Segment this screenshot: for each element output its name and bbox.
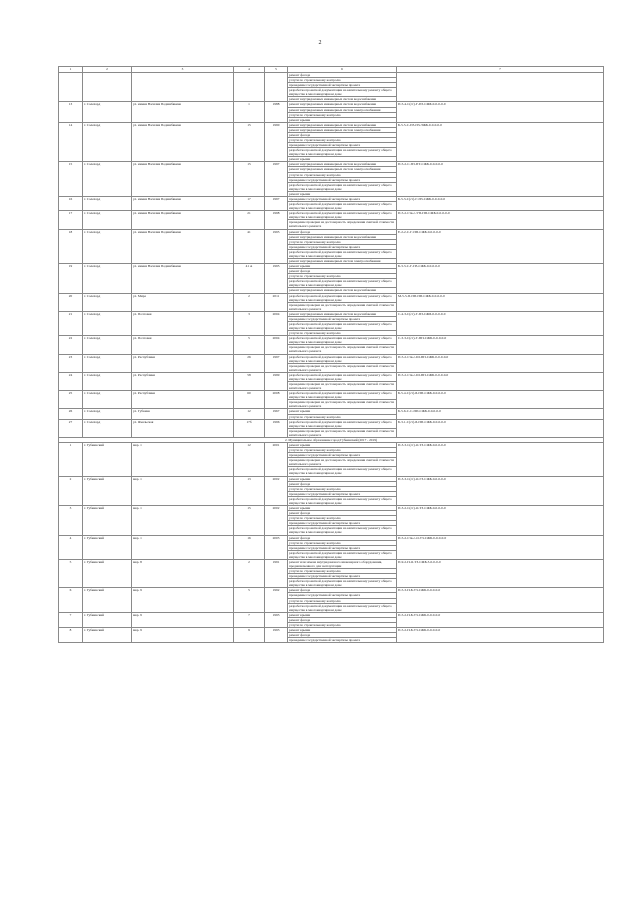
- work-type-cell: услуги по строительному контролю: [288, 516, 397, 521]
- work-type-cell: услуги по строительному контролю: [288, 540, 397, 545]
- year-cell: 2002: [265, 506, 288, 535]
- year-cell: 2011: [265, 293, 288, 311]
- table-row: [59, 391, 604, 400]
- work-type-cell: ремонт крыши: [288, 117, 397, 122]
- year-cell: 2002: [265, 476, 288, 505]
- city-cell: г. Губкинский: [83, 612, 132, 627]
- work-type-cell: ремонт крыши: [288, 476, 397, 481]
- year-cell: 1995: [265, 229, 288, 264]
- building-code-cell: П-5-4-С(ст)-Г-П3-СЖБ-0-0-0-0-0: [397, 102, 604, 122]
- house-cell: 15: [234, 506, 265, 535]
- work-type-cell: проведение государственной экспертизы проекта: [288, 491, 397, 496]
- work-type-cell: разработка проектной документации на капитальному ремонту общего имущества в многоквартирном доме: [288, 419, 397, 428]
- record-number: 16: [59, 196, 83, 210]
- work-type-cell: проведение государственной экспертизы проекта: [288, 574, 397, 579]
- work-type-cell: ремонт крыши: [288, 443, 397, 448]
- record-number: 3: [59, 506, 83, 535]
- record-number: 1: [59, 443, 83, 477]
- work-type-cell: разработка проектной документации на капитальному ремонту общего имущества в многоквартирном доме: [288, 550, 397, 559]
- work-type-cell: ремонт крыши: [288, 612, 397, 617]
- house-cell: 5: [234, 336, 265, 354]
- work-type-cell: ремонт внутридомовых инженерных систем электроснабжения: [288, 258, 397, 263]
- table-row: [59, 559, 604, 568]
- house-cell: 2: [234, 293, 265, 311]
- house-cell: 41 А: [234, 264, 265, 293]
- record-number: 21: [59, 311, 83, 335]
- year-cell: 2004: [265, 336, 288, 354]
- work-type-cell: ремонт внутридомовых инженерных систем водоснабжения: [288, 162, 397, 167]
- house-cell: 58: [234, 372, 265, 390]
- record-number: 20: [59, 293, 83, 311]
- work-type-cell: проведение проверки на достоверность определения сметной стоимости капитального ремонта: [288, 363, 397, 372]
- work-type-cell: ремонт внутридомовых инженерных систем водоснабжения: [288, 234, 397, 239]
- street-cell: ул. имени Василия Подшибякина: [132, 122, 234, 162]
- city-cell: г. Салехард: [83, 372, 132, 390]
- record-number: 13: [59, 102, 83, 122]
- work-type-cell: ремонт фасада: [288, 481, 397, 486]
- work-type-cell: ремонт внутридомовых инженерных систем водоснабжения: [288, 288, 397, 293]
- city-cell: г. Салехард: [83, 229, 132, 264]
- work-type-cell: услуги по строительному контролю: [288, 274, 397, 279]
- building-code-cell: П-5-2-П-Б-ТЗ-СЖБ-0-0-0-0-0: [397, 627, 604, 642]
- work-type-cell: услуги по строительному контролю: [288, 448, 397, 453]
- year-cell: 1992: [265, 588, 288, 612]
- work-type-cell: ремонт внутридомовых инженерных систем электроснабжения: [288, 167, 397, 172]
- city-cell: г. Губкинский: [83, 559, 132, 587]
- year-cell: 2001: [265, 443, 288, 477]
- record-number: 17: [59, 211, 83, 229]
- work-type-cell: проведение государственной экспертизы проекта: [288, 196, 397, 201]
- record-number: 14: [59, 122, 83, 162]
- city-cell: г. Губкинский: [83, 506, 132, 535]
- street-cell: мкр. 1: [132, 443, 234, 477]
- building-code-cell: Б-5-3-С(ст)-Г-П3-СЖБ-0-0-0-0-0: [397, 196, 604, 210]
- street-cell: мкр. 9: [132, 627, 234, 642]
- work-type-cell: услуги по строительному контролю: [288, 138, 397, 143]
- house-cell: [234, 73, 265, 102]
- work-type-cell: услуги по строительному контролю: [288, 239, 397, 244]
- work-type-cell: проведение государственной экспертизы проекта: [288, 244, 397, 249]
- city-cell: г. Салехард: [83, 336, 132, 354]
- work-type-cell: услуги по строительному контролю: [288, 331, 397, 336]
- year-cell: 1995: [265, 264, 288, 293]
- work-type-cell: разработка проектной документации на капитальному ремонту общего имущества в многоквартирном доме: [288, 148, 397, 157]
- building-code-cell: С-3-3-С(ст)-Г-ПП-СЖБ-0-0-0-0-0: [397, 336, 604, 354]
- building-code-cell: М-5-5-П-ПП-ПП-СЖБ-0-0-0-0-0: [397, 293, 604, 311]
- street-cell: ул. Мира: [132, 293, 234, 311]
- year-cell: 2003: [265, 535, 288, 559]
- house-cell: 15: [234, 162, 265, 197]
- work-type-cell: разработка проектной документации на капитальному ремонту общего имущества в многоквартирном доме: [288, 279, 397, 288]
- city-cell: г. Губкинский: [83, 588, 132, 612]
- building-code-cell: П-5-2-Ств-с-Ш-ПП-СЖБ-0-0-0-0-0: [397, 372, 604, 390]
- work-type-cell: услуги по строительному контролю: [288, 112, 397, 117]
- house-cell: 17б: [234, 419, 265, 437]
- work-type-cell: проведение проверки на достоверность определения сметной стоимости капитального ремонта: [288, 400, 397, 409]
- year-cell: 1990: [265, 122, 288, 162]
- table-row: [59, 211, 604, 220]
- work-type-cell: разработка проектной документации на капитальному ремонту общего имущества в многоквартирном доме: [288, 202, 397, 211]
- work-type-cell: проведение государственной экспертизы проекта: [288, 521, 397, 526]
- year-cell: 1997: [265, 354, 288, 372]
- header-cell: 5: [265, 67, 288, 73]
- record-number: 5: [59, 559, 83, 587]
- header-cell: 2: [83, 67, 132, 73]
- street-cell: мкр. 1: [132, 476, 234, 505]
- header-cell: 6: [288, 67, 397, 73]
- street-cell: мкр. 9: [132, 612, 234, 627]
- building-code-cell: П-9-2-П-О-ТЗ-СЖБ-3-0-0-0-0: [397, 559, 604, 587]
- work-type-cell: услуги по строительному контролю: [288, 622, 397, 627]
- city-cell: г. Салехард: [83, 122, 132, 162]
- record-number: [59, 73, 83, 102]
- work-type-cell: услуги по строительному контролю: [288, 172, 397, 177]
- city-cell: г. Салехард: [83, 196, 132, 210]
- work-type-cell: проведение государственной экспертизы проекта: [288, 316, 397, 321]
- work-type-cell: разработка проектной документации на капитальному ремонту общего имущества в многоквартирном доме: [288, 293, 397, 302]
- work-type-cell: разработка проектной документации на капитальному ремонту общего имущества в многоквартирном доме: [288, 579, 397, 588]
- work-type-cell: услуги по строительному контролю: [288, 598, 397, 603]
- record-number: 19: [59, 264, 83, 293]
- city-cell: г. Салехард: [83, 419, 132, 437]
- work-type-cell: ремонт крыши: [288, 191, 397, 196]
- work-type-cell: ремонт внутридомовых инженерных систем электроснабжения: [288, 127, 397, 132]
- house-cell: 16: [234, 535, 265, 559]
- record-number: 23: [59, 354, 83, 372]
- table-row: [59, 102, 604, 107]
- header-cell: 3: [132, 67, 234, 73]
- city-cell: г. Салехард: [83, 293, 132, 311]
- work-type-cell: разработка проектной документации на капитальному ремонту общего имущества в многоквартирном доме: [288, 526, 397, 535]
- street-cell: мкр. 8: [132, 559, 234, 587]
- work-type-cell: разработка проектной документации на капитальному ремонту общего имущества в многоквартирном доме: [288, 211, 397, 220]
- city-cell: г. Губкинский: [83, 535, 132, 559]
- building-code-cell: П-5-2-П-Б-ТЗ-СЖБ-0-0-0-0-0: [397, 612, 604, 627]
- building-code-cell: Б-3-3-С-Г-П3-СЖБ-0-0-0-0-0: [397, 264, 604, 293]
- record-number: 24: [59, 372, 83, 390]
- house-cell: 12: [234, 409, 265, 419]
- street-cell: ул. Почтовая: [132, 311, 234, 335]
- building-code-cell: Б-5-6-С-С-ПП-СЖБ-0-0-0-0-0: [397, 409, 604, 419]
- record-number: 25: [59, 391, 83, 409]
- work-type-cell: проведение государственной экспертизы проекта: [288, 593, 397, 598]
- house-cell: 5: [234, 588, 265, 612]
- street-cell: мкр. 1: [132, 535, 234, 559]
- street-cell: [132, 73, 234, 102]
- street-cell: мкр. 9: [132, 588, 234, 612]
- city-cell: г. Салехард: [83, 102, 132, 122]
- record-number: 15: [59, 162, 83, 197]
- building-code-cell: П-3-3-С(ст)-О-ТЗ-СЖБ-0-0-0-0-0: [397, 443, 604, 477]
- record-number: 6: [59, 588, 83, 612]
- building-code-cell: Б-3-1-С(ст)-Б-ПП-СЖБ-0-0-0-0-0: [397, 419, 604, 437]
- house-cell: 60: [234, 391, 265, 409]
- work-type-cell: ремонт крыши: [288, 627, 397, 632]
- repair-register-table: [58, 66, 604, 643]
- building-code-cell: Б-5-5-С-П3-ПЗ-ЭЖБ-0-0-0-0-0: [397, 122, 604, 162]
- work-type-cell: проведение государственной экспертизы проекта: [288, 545, 397, 550]
- year-cell: 1993: [265, 627, 288, 642]
- work-type-cell: ремонт крыши: [288, 264, 397, 269]
- work-type-cell: разработка проектной документации на капитальному ремонту общего имущества в многоквартирном доме: [288, 467, 397, 476]
- year-cell: 1997: [265, 162, 288, 197]
- work-type-cell: проведение проверки на достоверность определения сметной стоимости капитального ремонта: [288, 302, 397, 311]
- street-cell: ул. Республики: [132, 391, 234, 409]
- work-type-cell: ремонт крыши: [288, 157, 397, 162]
- record-number: 26: [59, 409, 83, 419]
- work-type-cell: проведение государственной экспертизы проекта: [288, 143, 397, 148]
- city-cell: г. Салехард: [83, 354, 132, 372]
- building-code-cell: Б-5-4-С(ст)-Б-ПП-СЖБ-0-0-0-0-0: [397, 391, 604, 409]
- table-row: [59, 354, 604, 363]
- work-type-cell: ремонт фасада: [288, 511, 397, 516]
- work-type-cell: проведение проверки на достоверность определения сметной стоимости капитального ремонта: [288, 382, 397, 391]
- table-row: [59, 196, 604, 201]
- city-cell: [83, 73, 132, 102]
- city-cell: г. Салехард: [83, 162, 132, 197]
- house-cell: 2: [234, 559, 265, 587]
- street-cell: ул. Ямальская: [132, 419, 234, 437]
- work-type-cell: ремонт фасада: [288, 633, 397, 638]
- house-cell: 17: [234, 196, 265, 210]
- city-cell: г. Губкинский: [83, 627, 132, 642]
- work-type-cell: услуги по строительному контролю: [288, 486, 397, 491]
- table-row: [59, 372, 604, 381]
- work-type-cell: проведение проверки на достоверность определения сметной стоимости капитального ремонта: [288, 220, 397, 229]
- table-row: [59, 336, 604, 345]
- building-code-cell: П-5-2-Ств-с-УП-ПП-СЖБ-0-0-0-0-0: [397, 211, 604, 229]
- street-cell: ул. Республики: [132, 354, 234, 372]
- header-cell: 1: [59, 67, 83, 73]
- work-type-cell: ремонт внутридомовых инженерных систем водоснабжения: [288, 122, 397, 127]
- record-number: 4: [59, 535, 83, 559]
- building-code-cell: [397, 73, 604, 102]
- city-cell: г. Губкинский: [83, 443, 132, 477]
- table-row: [59, 311, 604, 316]
- year-cell: 1991: [265, 559, 288, 587]
- city-cell: г. Салехард: [83, 391, 132, 409]
- house-cell: 26: [234, 354, 265, 372]
- record-number: 2: [59, 476, 83, 505]
- year-cell: 1998: [265, 211, 288, 229]
- work-type-cell: ремонт фасада: [288, 73, 397, 78]
- work-type-cell: ремонт крыши: [288, 409, 397, 414]
- city-cell: г. Губкинский: [83, 476, 132, 505]
- year-cell: 1997: [265, 196, 288, 210]
- record-number: 18: [59, 229, 83, 264]
- work-type-cell: разработка проектной документации на капитальному ремонту общего имущества в многоквартирном доме: [288, 249, 397, 258]
- house-cell: 7: [234, 612, 265, 627]
- city-cell: г. Салехард: [83, 211, 132, 229]
- table-row: [59, 293, 604, 302]
- street-cell: ул. имени Василия Подшибякина: [132, 229, 234, 264]
- building-code-cell: С-4-3-С(ст)-Г-ПЗ-СЖБ-0-0-0-0-0: [397, 311, 604, 335]
- work-type-cell: разработка проектной документации на капитальному ремонту общего имущества в многоквартирном доме: [288, 88, 397, 97]
- work-type-cell: разработка проектной документации на капитальному ремонту общего имущества в многоквартирном доме: [288, 182, 397, 191]
- work-type-cell: проведение государственной экспертизы проекта: [288, 83, 397, 88]
- building-code-cell: П-5-2-Ств-с-Ш-ПП-СЖБ-0-0-0-0-0: [397, 354, 604, 372]
- table-row: [59, 122, 604, 127]
- house-cell: 13: [234, 476, 265, 505]
- building-code-cell: П-3-3-С(ст)-О-ГЗ-СЖБ-0-0-0-0-0: [397, 476, 604, 505]
- work-type-cell: разработка проектной документации на капитальному ремонту общего имущества в многоквартирном доме: [288, 372, 397, 381]
- work-type-cell: услуги по строительному контролю: [288, 569, 397, 574]
- year-cell: 1996: [265, 419, 288, 437]
- work-type-cell: ремонт внутридомовых инженерных систем водоснабжения: [288, 311, 397, 316]
- house-cell: 9: [234, 627, 265, 642]
- work-type-cell: ремонт крыши: [288, 506, 397, 511]
- work-type-cell: ремонт фасада: [288, 132, 397, 137]
- work-type-cell: проведение государственной экспертизы проекта: [288, 638, 397, 643]
- building-code-cell: Е-2-2-С-Г-ПП-СЖБ-0-0-0-0-0: [397, 229, 604, 264]
- work-type-cell: ремонт фасада: [288, 535, 397, 540]
- year-cell: [265, 73, 288, 102]
- street-cell: ул. имени Василия Подшибякина: [132, 211, 234, 229]
- work-type-cell: разработка проектной документации на капитальному ремонту общего имущества в многоквартирном доме: [288, 336, 397, 345]
- record-number: 22: [59, 336, 83, 354]
- building-code-cell: П-5-2-С-П3-ПТ-СЖБ-0-0-0-0-0: [397, 162, 604, 197]
- work-type-cell: разработка проектной документации на капитальному ремонту общего имущества в многоквартирном доме: [288, 496, 397, 505]
- house-cell: 15: [234, 122, 265, 162]
- street-cell: ул. имени Василия Подшибякина: [132, 102, 234, 122]
- record-number: 27: [59, 419, 83, 437]
- house-cell: 21: [234, 211, 265, 229]
- year-cell: 1988: [265, 102, 288, 122]
- work-type-cell: проведение государственной экспертизы проекта: [288, 177, 397, 182]
- street-cell: ул. Почтовая: [132, 336, 234, 354]
- street-cell: мкр. 1: [132, 506, 234, 535]
- work-type-cell: проведение проверки на достоверность определения сметной стоимости капитального ремонта: [288, 345, 397, 354]
- year-cell: 1999: [265, 372, 288, 390]
- building-code-cell: П-5-2-Ств-с-О-ТЗ-СЖБ-0-0-0-0-0: [397, 535, 604, 559]
- page-number: 2: [318, 40, 322, 46]
- building-code-cell: П-5-3-П-Б-ТЗ-СЖБ-0-0-0-0-0: [397, 588, 604, 612]
- header-cell: 7: [397, 67, 604, 73]
- work-type-cell: ремонт внутридомовых инженерных систем водоснабжения: [288, 97, 397, 102]
- street-cell: ул. имени Василия Подшибякина: [132, 162, 234, 197]
- house-cell: 1: [234, 102, 265, 122]
- work-type-cell: разработка проектной документации на капитальному ремонту общего имущества в многоквартирном доме: [288, 603, 397, 612]
- work-type-cell: проведение проверки на достоверность определения сметной стоимости капитального ремонта: [288, 458, 397, 467]
- city-cell: г. Салехард: [83, 311, 132, 335]
- work-type-cell: разработка проектной документации на капитальному ремонту общего имущества в многоквартирном доме: [288, 354, 397, 363]
- building-code-cell: П-3-2-С(ст)-О-ТЗ-СЖБ-0-0-0-0-0: [397, 506, 604, 535]
- work-type-cell: услуги по строительному контролю: [288, 414, 397, 419]
- street-cell: ул. Губкина: [132, 409, 234, 419]
- year-cell: 1967: [265, 409, 288, 419]
- work-type-cell: ремонт фасада: [288, 617, 397, 622]
- work-type-cell: проведение проверки на достоверность определения сметной стоимости капитального ремонта: [288, 428, 397, 437]
- house-cell: 12: [234, 443, 265, 477]
- work-type-cell: ремонт фасада: [288, 229, 397, 234]
- year-cell: 2008: [265, 391, 288, 409]
- work-type-cell: ремонт внутридомовых инженерных систем электроснабжения: [288, 107, 397, 112]
- work-type-cell: ремонт внутридомовых инженерных систем водоснабжения: [288, 102, 397, 107]
- city-cell: г. Салехард: [83, 264, 132, 293]
- work-type-cell: разработка проектной документации на капитальному ремонту общего имущества в многоквартирном доме: [288, 391, 397, 400]
- header-cell: 4: [234, 67, 265, 73]
- year-cell: 2004: [265, 311, 288, 335]
- table-row: [59, 419, 604, 428]
- record-number: 8: [59, 627, 83, 642]
- street-cell: ул. Республики: [132, 372, 234, 390]
- city-cell: г. Салехард: [83, 409, 132, 419]
- table-row: [59, 162, 604, 167]
- work-type-cell: ремонт или замена внутридомового инженерного оборудования, предназначенного для эксплуатации: [288, 559, 397, 568]
- record-number: 7: [59, 612, 83, 627]
- year-cell: 1993: [265, 612, 288, 627]
- work-type-cell: ремонт фасада: [288, 269, 397, 274]
- street-cell: ул. имени Василия Подшибякина: [132, 264, 234, 293]
- street-cell: ул. имени Василия Подшибякина: [132, 196, 234, 210]
- work-type-cell: проведение государственной экспертизы проекта: [288, 453, 397, 458]
- house-cell: 3: [234, 311, 265, 335]
- section-heading: 2. Муниципальное образование город Губкинский (2017 - 2019): [59, 437, 604, 442]
- work-type-cell: разработка проектной документации на капитальному ремонту общего имущества в многоквартирном доме: [288, 321, 397, 330]
- work-type-cell: услуги по строительному контролю: [288, 78, 397, 83]
- work-type-cell: ремонт фасада: [288, 588, 397, 593]
- house-cell: 41: [234, 229, 265, 264]
